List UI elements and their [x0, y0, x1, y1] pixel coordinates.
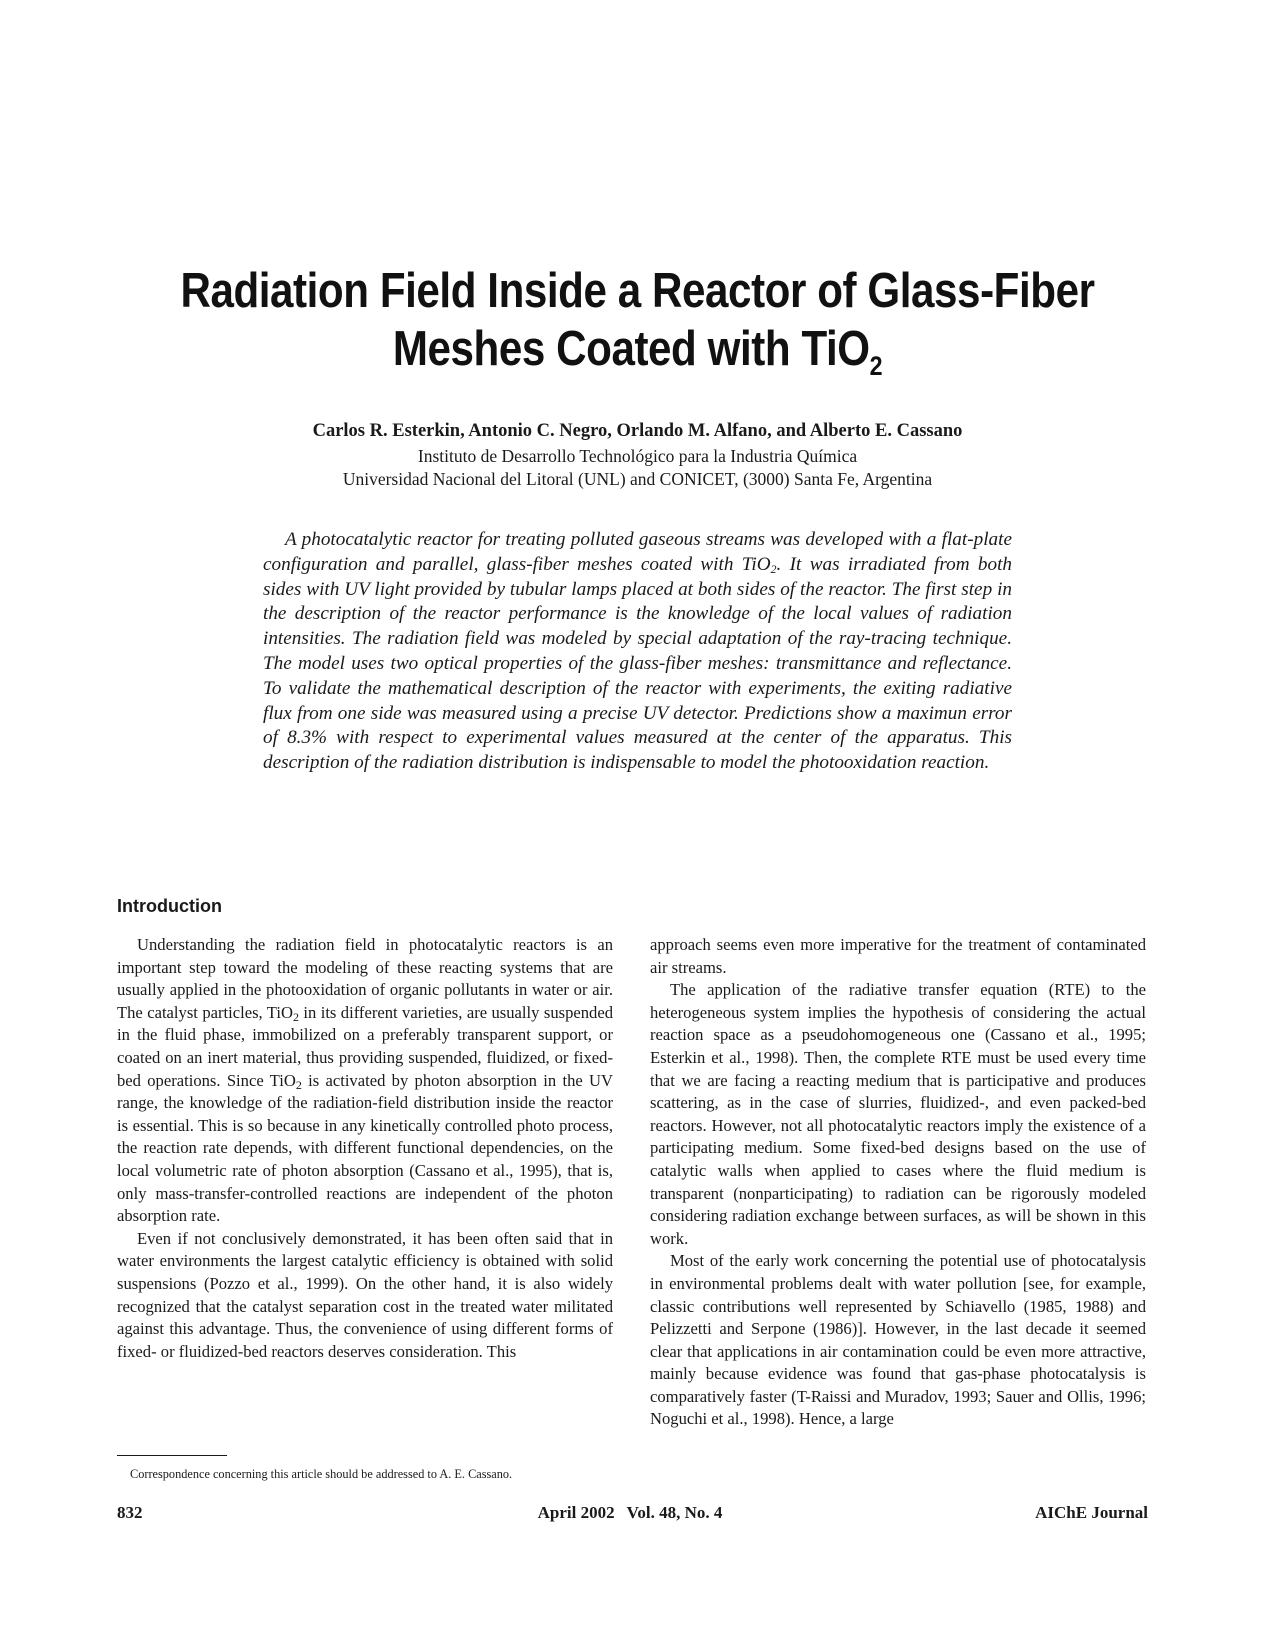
paragraph-text: Understanding the radiation field in photocatalytic reactors is an important step toward the modeling of these reacting systems that are usually applied in the photooxidation of organic pollutants in water or air. The catalyst particles, TiO — [117, 935, 613, 1022]
right-column — [650, 934, 1146, 1431]
page-number: 832 — [117, 1503, 143, 1522]
affiliation-line-2: Universidad Nacional del Litoral (UNL) and CONICET, (3000) Santa Fe, Argentina — [342, 469, 933, 489]
issue-info — [430, 1503, 830, 1523]
subscript: 2 — [295, 1077, 302, 1092]
subscript: 2 — [292, 1009, 299, 1024]
paragraph: approach seems even more imperative for the treatment of contaminated air streams. — [650, 935, 1146, 977]
paragraph-text: is activated by photon absorption in the UV range, the knowledge of the radiation-field distribution inside the reactor is essential. This is so because in any kinetically controlled photo process, the reaction rate depends, with different functional dependencies, on the local volumetric rate of photon absorption (Cassano et al., 1995), that is, only mass-transfer-controlled reactions are independent of the photon absorption rate. — [117, 1070, 614, 1226]
paragraph: The application of the radiative transfer equation (RTE) to the heterogeneous system implies the hypothesis of considering the actual reaction space as a pseudohomogeneous one (Cassano et al., 1995; Esterkin et al., 1998). Then, the complete RTE must be used every time that we are facing a reacting medium that is participative and produces scattering, as in the case of slurries, fluidized-, and even packed-bed reactors. However, not all photocatalytic reactors imply the existence of a participating medium. Some fixed-bed designs based on the use of catalytic walls when applied to cases where the fluid medium is transparent (nonparticipating) to radiation can be rigorously modeled considering radiation exchange between surfaces, as will be shown in this work. — [650, 980, 1146, 1248]
paper-title — [175, 262, 1100, 381]
affiliation-block — [100, 445, 1175, 491]
affiliation-line-1: Instituto de Desarrollo Technológico para la Industria Química — [417, 446, 858, 466]
abstract-subscript: 2 — [770, 561, 777, 576]
title-line-1: Radiation Field Inside a Reactor of Glass-Fiber — [180, 264, 1095, 318]
abstract — [263, 528, 1012, 776]
paragraph — [117, 934, 613, 1228]
paragraph: Most of the early work concerning the potential use of photocatalysis in environmental problems dealt with water pollution [see, for example, classic contributions well represented by Schiavello (1985, 1988) and Pelizzetti and Serpone (1986)]. However, in the last decade it seemed clear that applications in air contamination could be even more attractive, mainly because evidence was found that gas-phase photocatalysis is comparatively faster (T-Raissi and Muradov, 1993; Sauer and Ollis, 1996; Noguchi et al., 1998). Hence, a large — [650, 1251, 1146, 1429]
footnote: Correspondence concerning this article should be addressed to A. E. Cassano. — [130, 1467, 513, 1481]
abstract-text-1: A photocatalytic reactor for treating polluted gaseous streams was developed with a flat-plate configuration and parallel, glass-fiber meshes coated with TiO — [263, 529, 1012, 575]
issue-date: April 2002 — [537, 1503, 615, 1522]
issue-volume: Vol. 48, No. 4 — [626, 1503, 723, 1522]
paragraph: Even if not conclusively demonstrated, it has been often said that in water environments the largest catalytic efficiency is obtained with solid suspensions (Pozzo et al., 1999). On the other hand, it is also widely recognized that the catalyst separation cost in the treated water militated against this advantage. Thus, the convenience of using different forms of fixed- or fluidized-bed reactors deserves consideration. This — [117, 1228, 613, 1361]
footnote-rule — [117, 1455, 227, 1456]
title-subscript: 2 — [869, 351, 883, 381]
journal-name: AIChE Journal — [1035, 1503, 1148, 1522]
abstract-text-2: . It was irradiated from both sides with UV light provided by tubular lamps placed at both sides of the reactor. The first step in the description of the reactor performance is the knowledge of the local values of radiation intensities. The radiation field was modeled by special adaptation of the ray-tracing technique. The model uses two optical properties of the glass-fiber meshes: transmittance and reflectance. To validate the mathematical description of the reactor with experiments, the exiting radiative flux from one side was measured using a precise UV detector. Predictions show a maximun error of 8.3% with respect to experimental values measured at the center of the apparatus. This description of the radiation distribution is indispensable to model the photooxidation reaction. — [263, 553, 1012, 774]
section-heading-introduction: Introduction — [117, 896, 222, 916]
author-list: Carlos R. Esterkin, Antonio C. Negro, Orlando M. Alfano, and Alberto E. Cassano — [312, 421, 963, 441]
paragraph-text: in its different varieties, are usually suspended in the fluid phase, immobilized on a preferably transparent support, or coated on an inert material, thus providing suspended, fluidized, or fixed-bed operations. Since TiO — [117, 1002, 613, 1090]
left-column — [117, 934, 613, 1363]
title-line-2: Meshes Coated with TiO — [392, 322, 870, 376]
